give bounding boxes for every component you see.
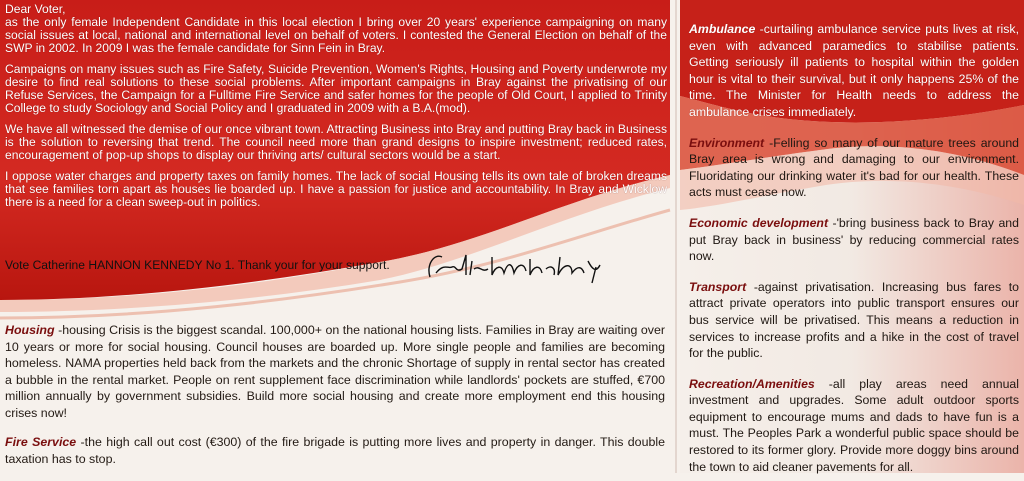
intro-paragraph: as the only female Independent Candidate in this local election I bring over 20 years' experience campaigning on many social issues at local, national and international level on behalf of voters. I contested the General Election on behalf of the SWP in 2002. In 2009 I was the female candidate for Sinn Fein in Bray. (5, 15, 667, 55)
fire-title: Fire Service (5, 435, 77, 449)
fire-text: -the high call out cost (€300) of the fire brigade is putting more lives and property in danger. This double taxation has to stop. (5, 435, 665, 466)
ambulance-text: -curtailing ambulance service puts lives at risk, even with advanced paramedics to stabilise patients. Getting seriously ill patients to hospital within the golden hour is vital to their survival, but it only happens 25% of the time. The Minister for Health needs to address the ambulance crises immediately. (689, 22, 1019, 119)
housing-section (5, 322, 665, 421)
transport-section (689, 279, 1019, 362)
campaigns-paragraph: Campaigns on many issues such as Fire Safety, Suicide Prevention, Women's Rights, Housing and Poverty underwrote my desire to find real solutions to these social problems. After important campaigns in Bray against the privatising of our Refuse Services, the Campaign for a Fulltime Fire Service and safer homes for the people of Old Court, I applied to Trinity College to study Sociology and Social Policy and I graduated in 2009 with a B.A.(mod). (5, 62, 667, 115)
transport-text: -against privatisation. Increasing bus fares to attract private operators into public transport ensures our bus service will be privatised. This means a reduction in services to increase profits and a hike in the cost of travel for the public. (689, 279, 1019, 361)
policy-column (689, 21, 1019, 481)
environment-text: -Felling so many of our mature trees around Bray area is wrong and damaging to our environment. Fluoridating our drinking water it's bad for our health. These acts must cease now. (689, 135, 1019, 200)
housing-title: Housing (5, 323, 55, 337)
environment-section (689, 135, 1019, 201)
recreation-title: Recreation/Amenities (689, 376, 815, 391)
oppose-paragraph: I oppose water charges and property taxes on family homes. The lack of social Housing tells its own tale of broken dreams that see families torn apart as houses lie boarded up. I have a passion for justice and accountability. In Bray and Wicklow there is a need for a clean sweep-out in politics. (5, 169, 667, 209)
recreation-section (689, 376, 1019, 476)
economic-title: Economic development (689, 215, 829, 230)
demise-paragraph: We have all witnessed the demise of our once vibrant town. Attracting Business into Bray and putting Bray back in Business is the solution to reversing that trend. The council need more than grand designs to inspire investment; reduced rates, encouragement of pop-up shops to display our thriving arts/ cultural sectors would be a start. (5, 122, 667, 162)
ambulance-title: Ambulance (689, 22, 756, 36)
economic-section (689, 215, 1019, 265)
signature (422, 247, 612, 287)
ambulance-section (689, 21, 1019, 121)
transport-title: Transport (689, 279, 747, 294)
greeting: Dear Voter, (5, 2, 66, 16)
economic-text: -'bring business back to Bray and put Bray back in business' by reducing commercial rates now. (689, 215, 1019, 264)
fire-service-section (5, 434, 665, 467)
housing-text: -housing Crisis is the biggest scandal. 100,000+ on the national housing lists. Families in Bray are waiting over 10 years or more for social housing. Council houses are boarded up. More single people and families are becoming homeless. NAMA properties held back from the markets and the chronic Shortage of supply in rental sector has created a bubble in the rental market. People on rent supplement face discrimination while landlords' pockets are stuffed, €700 million annually by government subsidies. Build more social housing and create more employment end this housing crises now! (5, 323, 665, 420)
recreation-text: -all play areas need annual investment and upgrades. Some adult outdoor sports equipment to encourage mums and dads to have fun is a must. The Peoples Park a wonderful public space should be restored to its former glory. Provide more doggy bins around the town to aid cleaner pavements for all. (689, 376, 1019, 474)
environment-title: Environment (689, 135, 765, 150)
letter-section (5, 3, 667, 217)
vote-line: Vote Catherine HANNON KENNEDY No 1. Thank your for your support. (5, 258, 390, 272)
